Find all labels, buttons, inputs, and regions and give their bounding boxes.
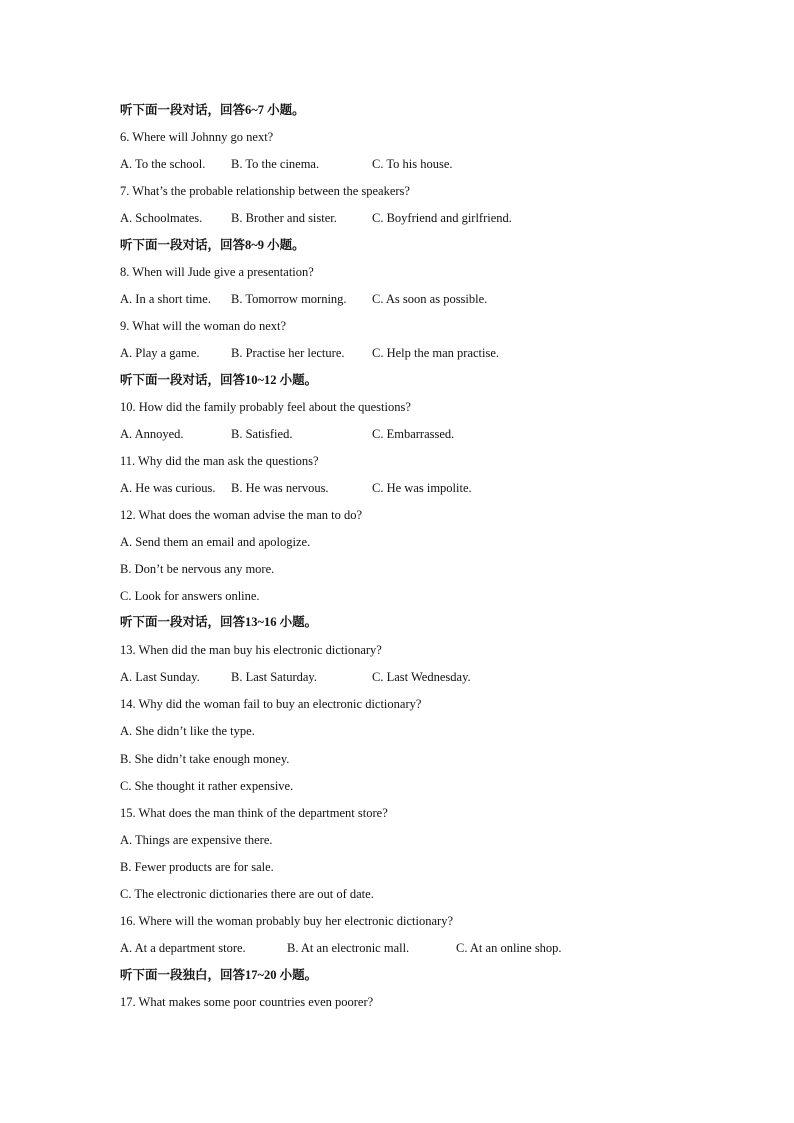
option-c: C. At an online shop. [456,941,562,955]
section-heading: 听下面一段对话，回答8~9 小题。 [120,238,305,252]
option-c: C. She thought it rather expensive. [120,779,294,793]
option-b: B. To the cinema. [231,157,320,171]
option-b: B. Fewer products are for sale. [120,860,274,874]
option-b: B. At an electronic mall. [287,941,410,955]
option-b: B. Brother and sister. [231,211,337,225]
option-a: A. Play a game. [120,346,200,360]
option-a: A. In a short time. [120,292,211,306]
question-6-options [120,155,680,173]
option-b: B. Don’t be nervous any more. [120,562,275,576]
option-c: C. Last Wednesday. [372,670,471,684]
question-13: 13. When did the man buy his electronic dictionary? [120,643,382,657]
question-11-options [120,479,680,497]
question-6: 6. Where will Johnny go next? [120,130,274,144]
section-heading: 听下面一段对话，回答13~16 小题。 [120,615,318,629]
question-15: 15. What does the man think of the department store? [120,806,388,820]
question-16-options [120,939,720,957]
option-c: C. Look for answers online. [120,589,260,603]
option-a: A. She didn’t like the type. [120,724,255,738]
section-heading: 听下面一段独白，回答17~20 小题。 [120,968,318,982]
option-a: A. Schoolmates. [120,211,203,225]
option-b: B. She didn’t take enough money. [120,752,290,766]
option-b: B. Practise her lecture. [231,346,345,360]
question-14: 14. Why did the woman fail to buy an electronic dictionary? [120,697,422,711]
question-12: 12. What does the woman advise the man to do? [120,508,363,522]
question-10-options [120,425,680,443]
option-b: B. Last Saturday. [231,670,317,684]
question-17: 17. What makes some poor countries even poorer? [120,995,374,1009]
option-a: A. Last Sunday. [120,670,200,684]
question-13-options [120,668,680,686]
option-c: C. The electronic dictionaries there are out of date. [120,887,374,901]
option-a: A. Things are expensive there. [120,833,273,847]
option-b: B. Tomorrow morning. [231,292,347,306]
option-a: A. He was curious. [120,481,216,495]
option-c: C. As soon as possible. [372,292,488,306]
question-9-options [120,344,680,362]
question-11: 11. Why did the man ask the questions? [120,454,319,468]
question-9: 9. What will the woman do next? [120,319,287,333]
option-b: B. Satisfied. [231,427,293,441]
question-8-options [120,290,680,308]
option-c: C. He was impolite. [372,481,472,495]
option-b: B. He was nervous. [231,481,329,495]
question-7-options [120,209,680,227]
option-c: C. Help the man practise. [372,346,500,360]
option-a: A. Send them an email and apologize. [120,535,311,549]
question-10: 10. How did the family probably feel about the questions? [120,400,411,414]
section-heading: 听下面一段对话，回答10~12 小题。 [120,373,318,387]
option-c: C. Embarrassed. [372,427,455,441]
option-a: A. To the school. [120,157,206,171]
option-a: A. At a department store. [120,941,246,955]
question-16: 16. Where will the woman probably buy her electronic dictionary? [120,914,453,928]
option-a: A. Annoyed. [120,427,184,441]
option-c: C. Boyfriend and girlfriend. [372,211,512,225]
section-heading: 听下面一段对话，回答6~7 小题。 [120,103,305,117]
question-8: 8. When will Jude give a presentation? [120,265,314,279]
option-c: C. To his house. [372,157,453,171]
question-7: 7. What’s the probable relationship between the speakers? [120,184,410,198]
